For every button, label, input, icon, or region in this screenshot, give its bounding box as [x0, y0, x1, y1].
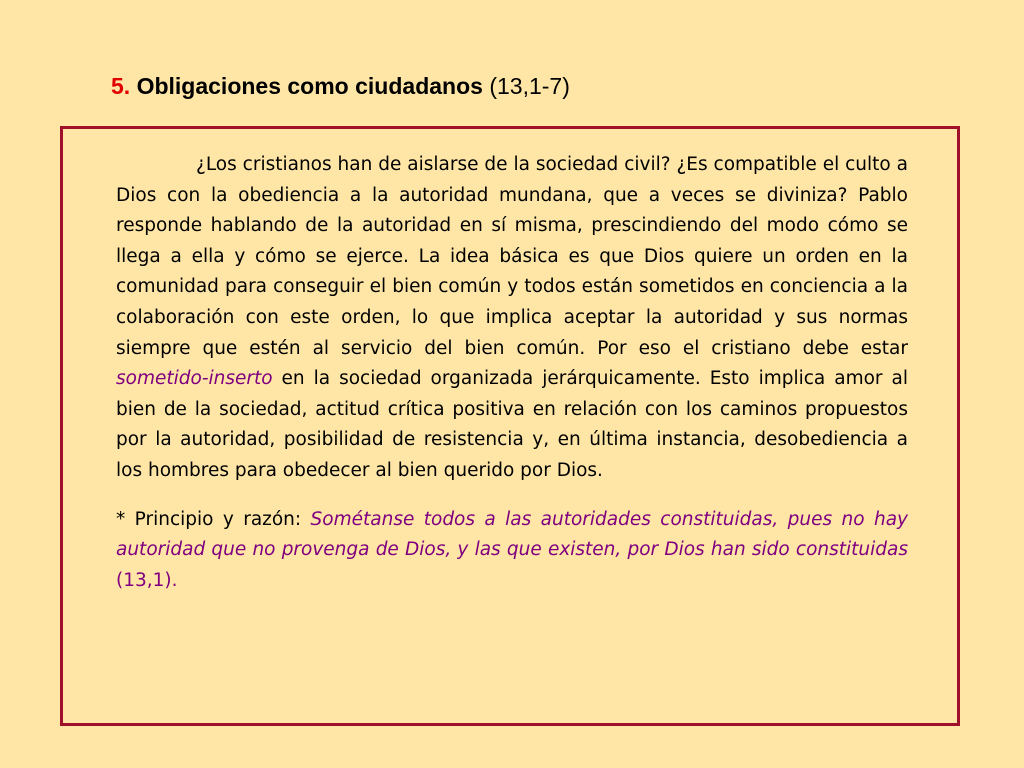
content-body — [116, 150, 908, 596]
emphasis-sometido-inserto: sometido-inserto — [116, 368, 273, 390]
principle-citation: (13,1). — [116, 569, 178, 591]
title-reference: (13,1-7) — [489, 73, 570, 99]
paragraph-principle — [116, 505, 908, 597]
principle-quote: Sométanse todos a las autoridades constituidas, pues no hay autoridad que no provenga de Dios, y las que existen, por Dios han sido constituidas — [116, 508, 908, 561]
title-number: 5. — [111, 73, 131, 99]
paragraph-main-text: ¿Los cristianos han de aislarse de la sociedad civil? ¿Es compatible el culto a Dios con la obediencia a la autoridad mundana, que a veces se diviniza? Pablo responde hablando de la autoridad en sí misma, prescindiendo del modo cómo se llega a ella y cómo se ejerce. La idea básica es que Dios quiere un orden en la comunidad para conseguir el bien común y todos están sometidos en conciencia a la colaboración con este orden, lo que implica aceptar la autoridad y sus normas siempre que estén al servicio del bien común. Por eso el cristiano debe estar — [116, 154, 908, 359]
principle-lead: * Principio y razón: — [116, 508, 311, 530]
paragraph-main-text-continued: en la sociedad organizada jerárquicamente. Esto implica amor al bien de la sociedad, actitud crítica positiva en relación con los caminos propuestos por la autoridad, posibilidad de resistencia y, en última instancia, desobediencia a los hombres para obedecer al bien querido por Dios. — [116, 368, 908, 481]
slide-title — [111, 73, 570, 100]
paragraph-main — [116, 150, 908, 487]
title-text: Obligaciones como ciudadanos — [136, 73, 483, 99]
